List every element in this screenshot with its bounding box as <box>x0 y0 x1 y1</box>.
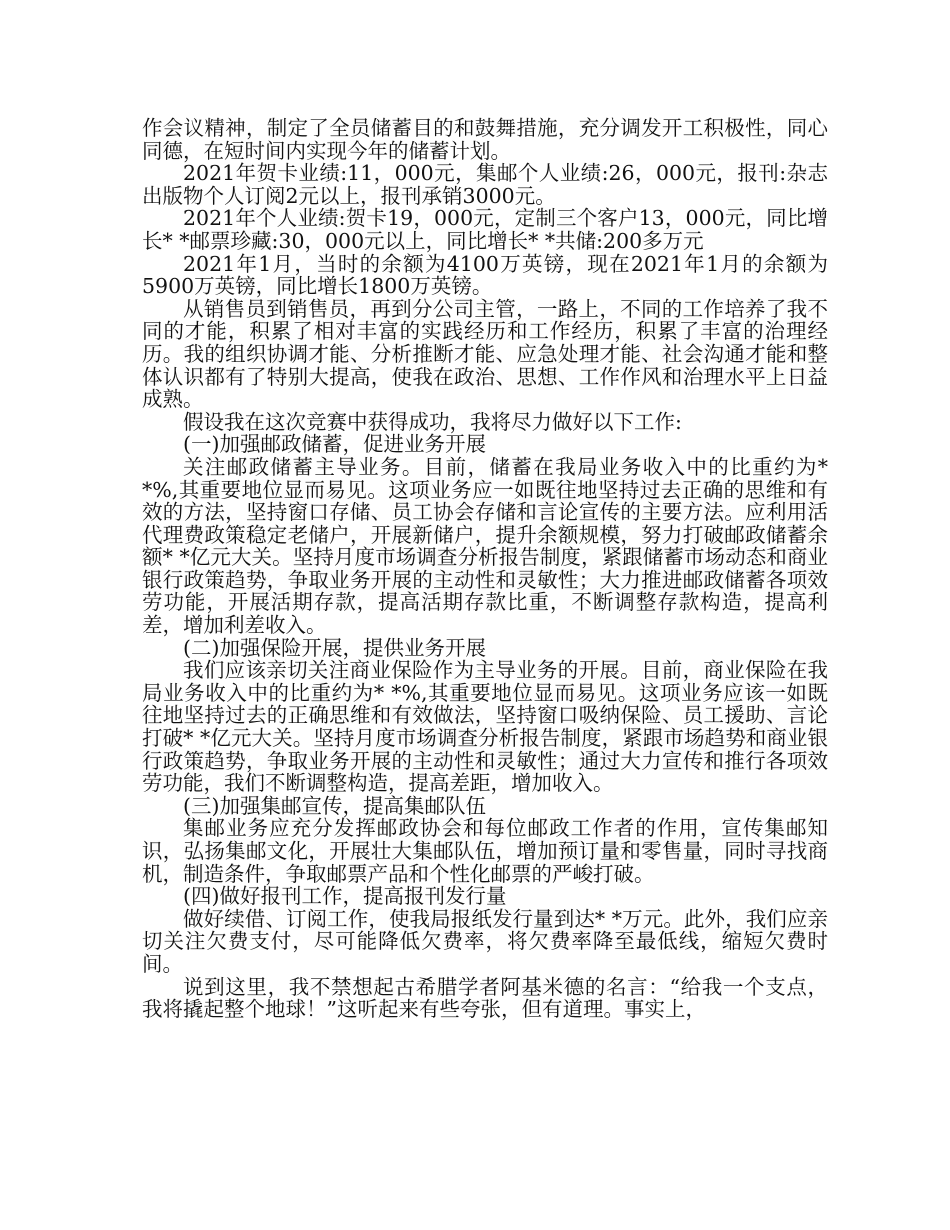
paragraph-insurance: 我们应该亲切关注商业保险作为主导业务的开展。目前，商业保险在我局业务收入中的比重约为* *%,其重要地位显而易见。这项业务应该一如既往地坚持过去的正确思维和有效做法，坚持窗口吸纳保险、员工援助、言论打破* *亿元大关。坚持月度市场调查分析报告制度，紧跟市场趋势和商业银行政策趋势，争取业务开展的主动性和灵敏性；通过大力宣传和推行各项效劳功能，我们不断调整构造，提高差距，增加收入。 <box>142 658 828 796</box>
document-body <box>142 117 828 1021</box>
paragraph-balance: 2021年1月，当时的余额为4100万英镑，现在2021年1月的余额为5900万英镑，同比增长1800万英镑。 <box>142 251 828 299</box>
paragraph-philately: 集邮业务应充分发挥邮政协会和每位邮政工作者的作用，宣传集邮知识，弘扬集邮文化，开展壮大集邮队伍，增加预订量和零售量，同时寻找商机，制造条件，争取邮票产品和个性化邮票的严峻打破。 <box>142 816 828 886</box>
paragraph-archimedes-quote: 说到这里，我不禁想起古希腊学者阿基米德的名言：“给我一个支点，我将撬起整个地球！”这听起来有些夸张，但有道理。事实上， <box>142 974 828 1022</box>
section-heading-newspapers: (四)做好报刊工作，提高报刊发行量 <box>183 884 507 909</box>
paragraph-experience: 从销售员到销售员，再到分公司主管，一路上，不同的工作培养了我不同的才能，积累了相对丰富的实践经历和工作经历，积累了丰富的治理经历。我的组织协调才能、分析推断才能、应急处理才能、社会沟通才能和整体认识都有了特别大提高，使我在政治、思想、工作作风和治理水平上日益成熟。 <box>142 296 828 412</box>
paragraph-greeting-card-results: 2021年贺卡业绩:11，000元，集邮个人业绩:26，000元，报刊:杂志出版物个人订阅2元以上，报刊承销3000元。 <box>142 161 828 208</box>
section-heading-savings: (一)加强邮政储蓄，促进业务开展 <box>183 432 486 457</box>
section-heading-insurance: (二)加强保险开展，提供业务开展 <box>183 635 486 660</box>
paragraph-personal-results: 2021年个人业绩:贺卡19，000元，定制三个客户13，000元，同比增长* *邮票珍藏:30，000元以上，同比增长* *共储:200多万元 <box>142 206 828 253</box>
paragraph-newspapers: 做好续借、订阅工作，使我局报纸发行量到达* *万元。此外，我们应亲切关注欠费支付，尽可能降低欠费率，将欠费率降至最低线，缩短欠费时间。 <box>142 906 828 976</box>
paragraph-plan-intro: 假设我在这次竞赛中获得成功，我将尽力做好以下工作: <box>183 409 682 434</box>
paragraph-continuation: 作会议精神，制定了全员储蓄目的和鼓舞措施，充分调发开工积极性，同心同德，在短时间内实现今年的储蓄计划。 <box>142 116 828 163</box>
paragraph-savings: 关注邮政储蓄主导业务。目前，储蓄在我局业务收入中的比重约为* *%,其重要地位显而易见。这项业务应一如既往地坚持过去正确的思维和有效的方法，坚持窗口存储、员工协会存储和言论宣传的主要方法。应利用活代理费政策稳定老储户，开展新储户，提升余额规模，努力打破邮政储蓄余额* *亿元大关。坚持月度市场调查分析报告制度，紧跟储蓄市场动态和商业银行政策趋势，争取业务开展的主动性和灵敏性；大力推进邮政储蓄各项效劳功能，开展活期存款，提高活期存款比重，不断调整存款构造，提高利差，增加利差收入。 <box>142 454 828 638</box>
section-heading-philately: (三)加强集邮宣传，提高集邮队伍 <box>183 793 486 818</box>
